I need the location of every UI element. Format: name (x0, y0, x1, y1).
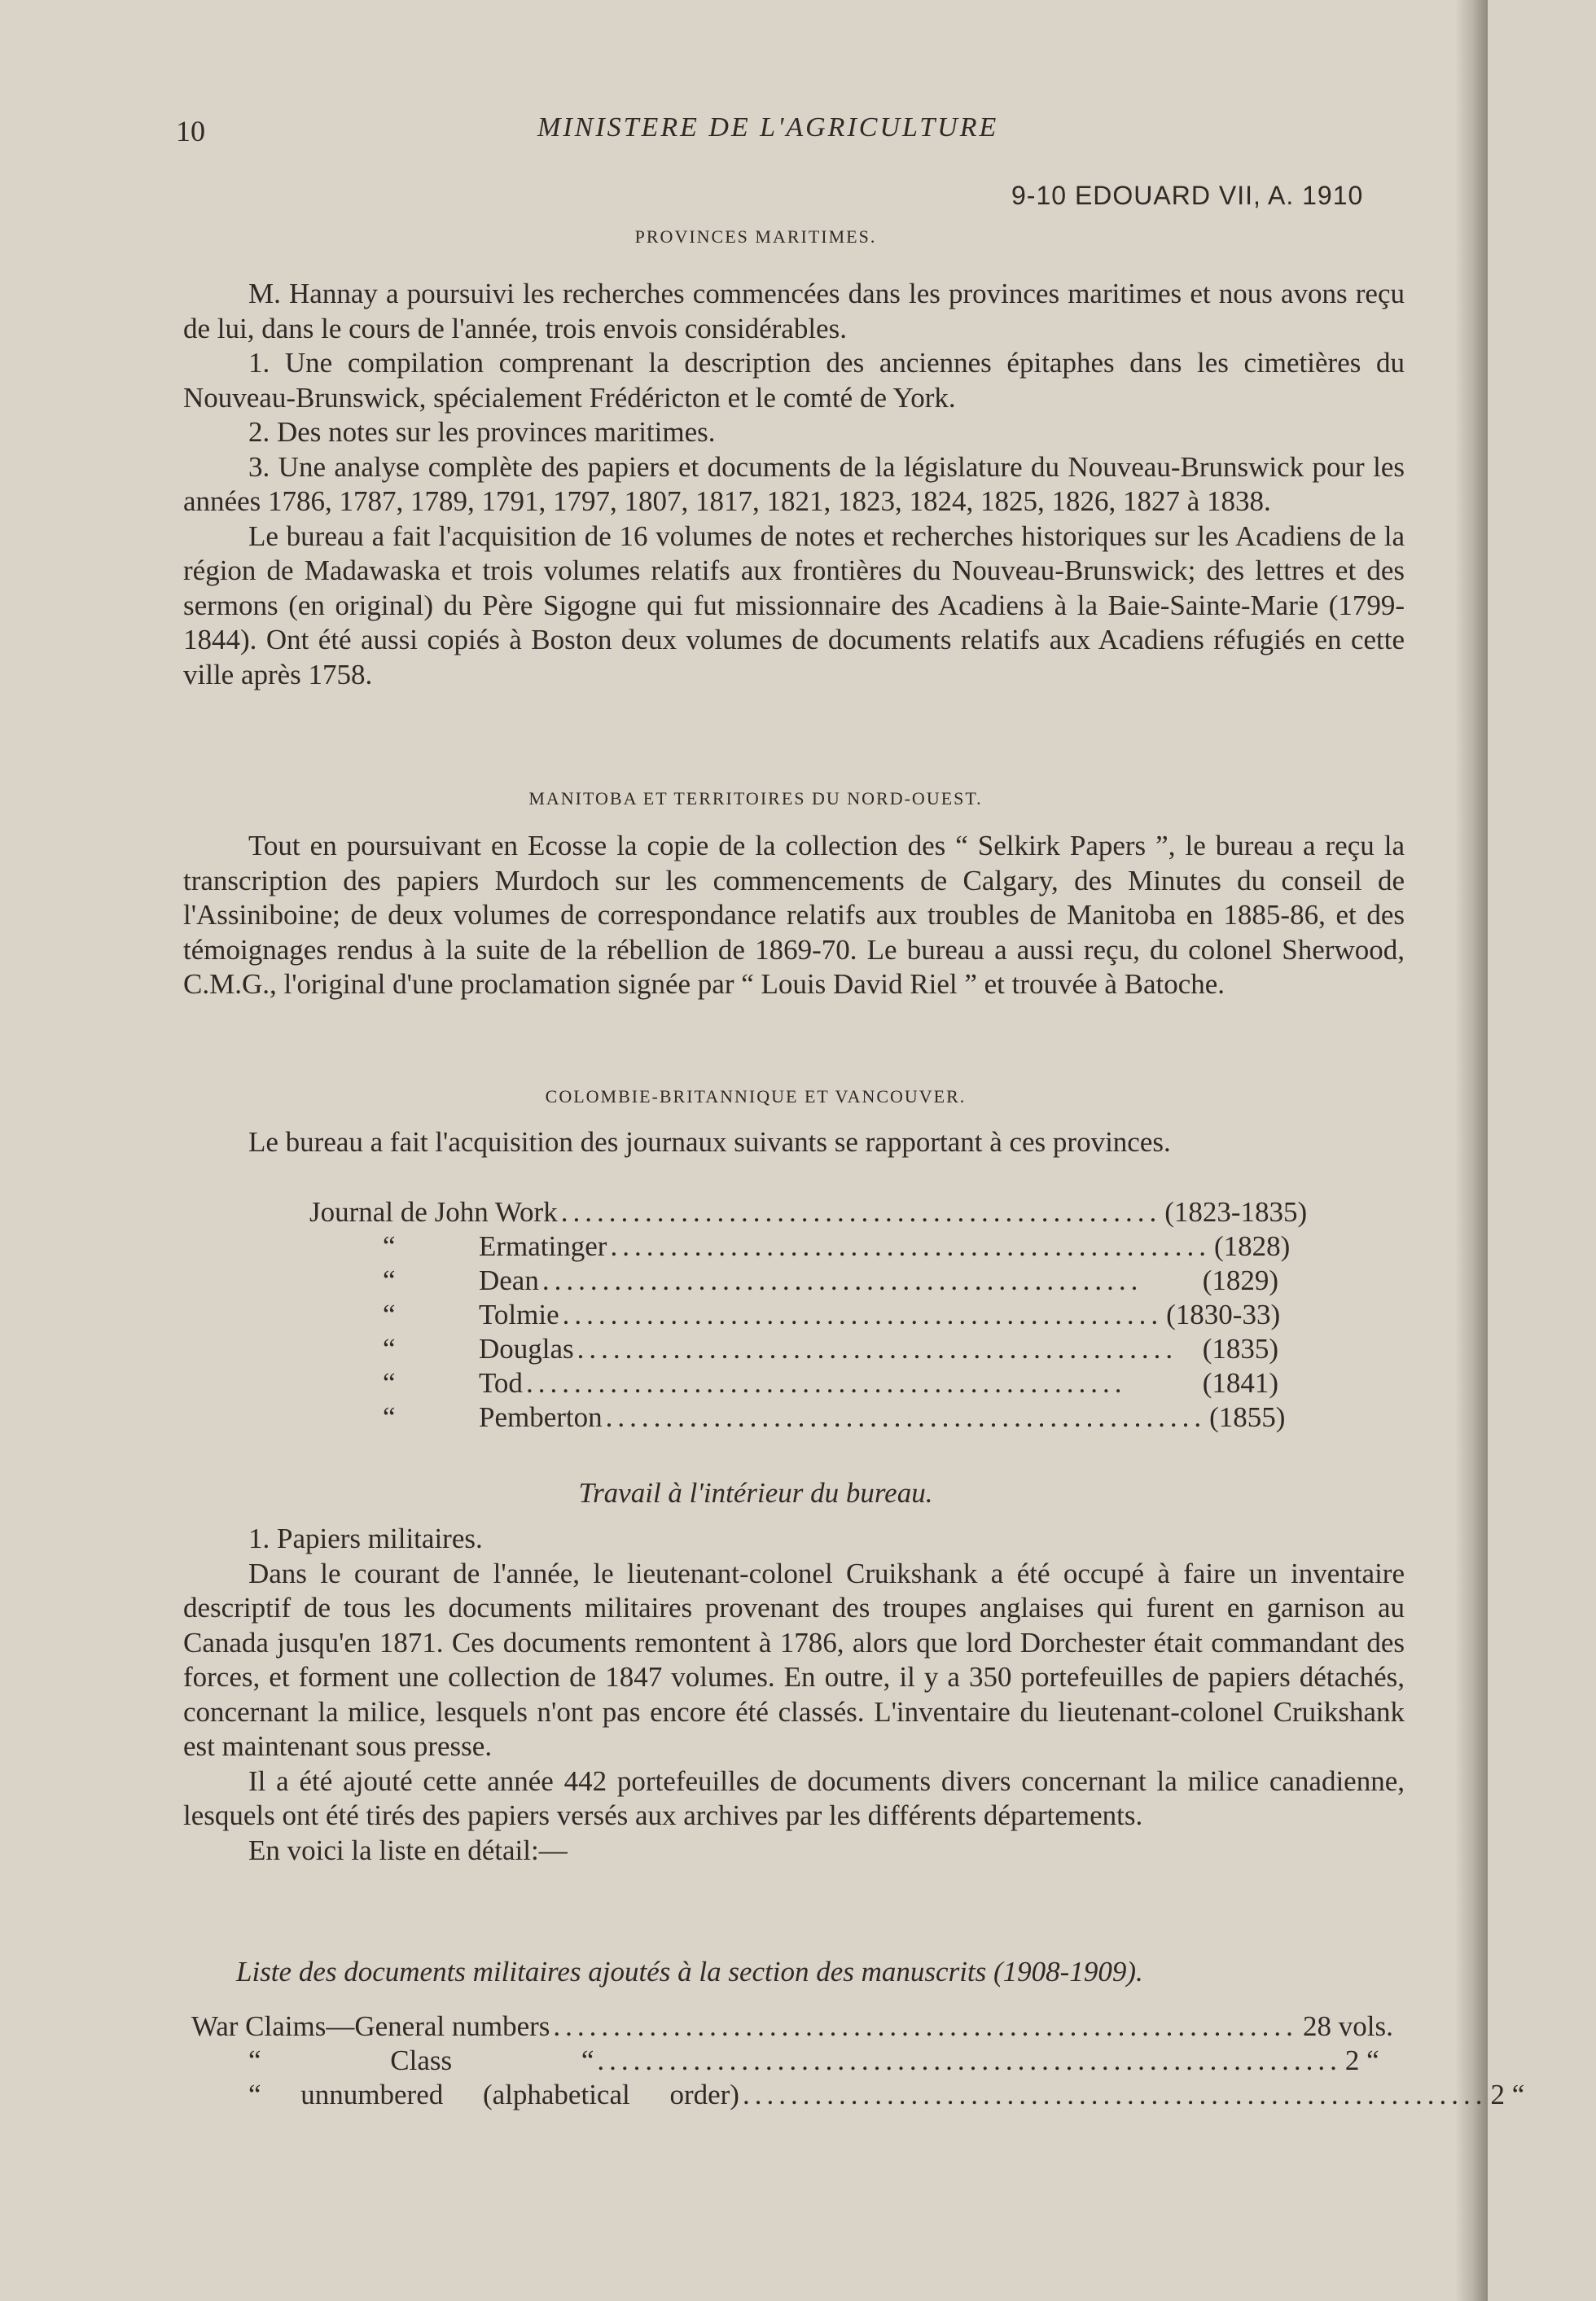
paragraph: 3. Une analyse complète des papiers et documents de la législature du Nouveau-Brunswick pour les années 1786, 1787, 1789, 1791, 1797, 1807, 1817, 1821, 1823, 1824, 1825, 1826, 1827 à 1838. (183, 450, 1405, 517)
manitoba-text (183, 829, 1405, 1002)
section-heading-colombie: COLOMBIE-BRITANNIQUE ET VANCOUVER. (545, 1086, 967, 1107)
journal-row: “ Dean .................................................. (1829) (383, 1264, 1278, 1296)
journal-row: “ Pemberton .................................................. (1855) (383, 1401, 1286, 1433)
paragraph: M. Hannay a poursuivi les recherches commencées dans les provinces maritimes et nous avons reçu de lui, dans le cours de l'année, trois envois considérables. (183, 278, 1405, 344)
page-number: 10 (176, 115, 205, 147)
section-heading-manitoba: MANITOBA ET TERRITOIRES DU NORD-OUEST. (528, 788, 983, 809)
journal-row: “ Tolmie .................................................. (1830-33) (383, 1299, 1281, 1330)
list-item: “ Class “ .............................................................. 2 “ (248, 2045, 1379, 2076)
section-heading-maritimes: PROVINCES MARITIMES. (634, 226, 877, 247)
journal-row: “ Tod .................................................. (1841) (383, 1367, 1278, 1399)
list-item: War Claims—General numbers .............................................................. 28 vols. (191, 2010, 1393, 2042)
journal-row: “ Ermatinger .................................................. (1828) (383, 1230, 1291, 1262)
page-edge-shadow (1455, 0, 1488, 2301)
session-label: 9-10 EDOUARD VII, A. 1910 (1011, 181, 1364, 210)
paragraph: Le bureau a fait l'acquisition de 16 volumes de notes et recherches historiques sur les Acadiens de la région de Madawaska et trois volumes relatifs aux frontières du Nouveau-Brunswick; des lettres et des sermons (en original) du Père Sigogne qui fut missionnaire des Acadiens à la Baie-Sainte-Marie (1799-1844). Ont été aussi copiés à Boston deux volumes de documents relatifs aux Acadiens réfugiés en cette ville après 1758. (183, 519, 1405, 690)
paragraph: 2. Des notes sur les provinces maritimes. (248, 416, 716, 448)
paragraph: En voici la liste en détail:— (248, 1834, 568, 1866)
running-head: MINISTERE DE L'AGRICULTURE (537, 112, 999, 142)
travail-text (183, 1522, 1405, 1868)
paragraph: 1. Une compilation comprenant la description des anciennes épitaphes dans les cimetières du Nouveau-Brunswick, spécialement Frédéricton et le comté de York. (183, 347, 1405, 414)
journal-row: “ Douglas .................................................. (1835) (383, 1333, 1278, 1365)
colombie-intro (183, 1125, 1405, 1160)
list-title: Liste des documents militaires ajoutés à la section des manuscrits (1908-1909). (236, 1956, 1143, 1988)
item-title: 1. Papiers militaires. (248, 1523, 483, 1554)
journal-row: Journal de John Work .................................................. (1823-1835) (309, 1196, 1308, 1228)
section-heading-travail: Travail à l'intérieur du bureau. (578, 1477, 933, 1509)
paragraph: Il a été ajouté cette année 442 portefeuilles de documents divers concernant la milice canadienne, lesquels ont été tirés des papiers versés aux archives par les différents départements. (183, 1764, 1405, 1831)
paragraph: Tout en poursuivant en Ecosse la copie de la collection des “ Selkirk Papers ”, le bureau a reçu la transcription des papiers Murdoch sur les commencements de Calgary, des Minutes du conseil de l'Assiniboine; de deux volumes de correspondance relatifs aux troubles de Manitoba en 1885-86, et des témoignages rendus à la suite de la rébellion de 1869-70. Le bureau a aussi reçu, du colonel Sherwood, C.M.G., l'original d'une proclamation signée par “ Louis David Riel ” et trouvée à Batoche. (183, 830, 1405, 1000)
maritimes-text (183, 277, 1405, 692)
list-item: “ unnumbered (alphabetical order) .............................................................. 2 “ (248, 2079, 1525, 2110)
paragraph: Le bureau a fait l'acquisition des journaux suivants se rapportant à ces provinces. (248, 1126, 1171, 1158)
paragraph: Dans le courant de l'année, le lieutenant-colonel Cruikshank a été occupé à faire un inventaire descriptif de tous les documents militaires provenant des troupes anglaises qui furent en garnison au Canada jusqu'en 1871. Ces documents remontent à 1786, alors que lord Dorchester était commandant des forces, et forment une collection de 1847 volumes. En outre, il y a 350 portefeuilles de papiers détachés, concernant la milice, lesquels n'ont pas encore été classés. L'inventaire du lieutenant-colonel Cruikshank est maintenant sous presse. (183, 1557, 1405, 1762)
